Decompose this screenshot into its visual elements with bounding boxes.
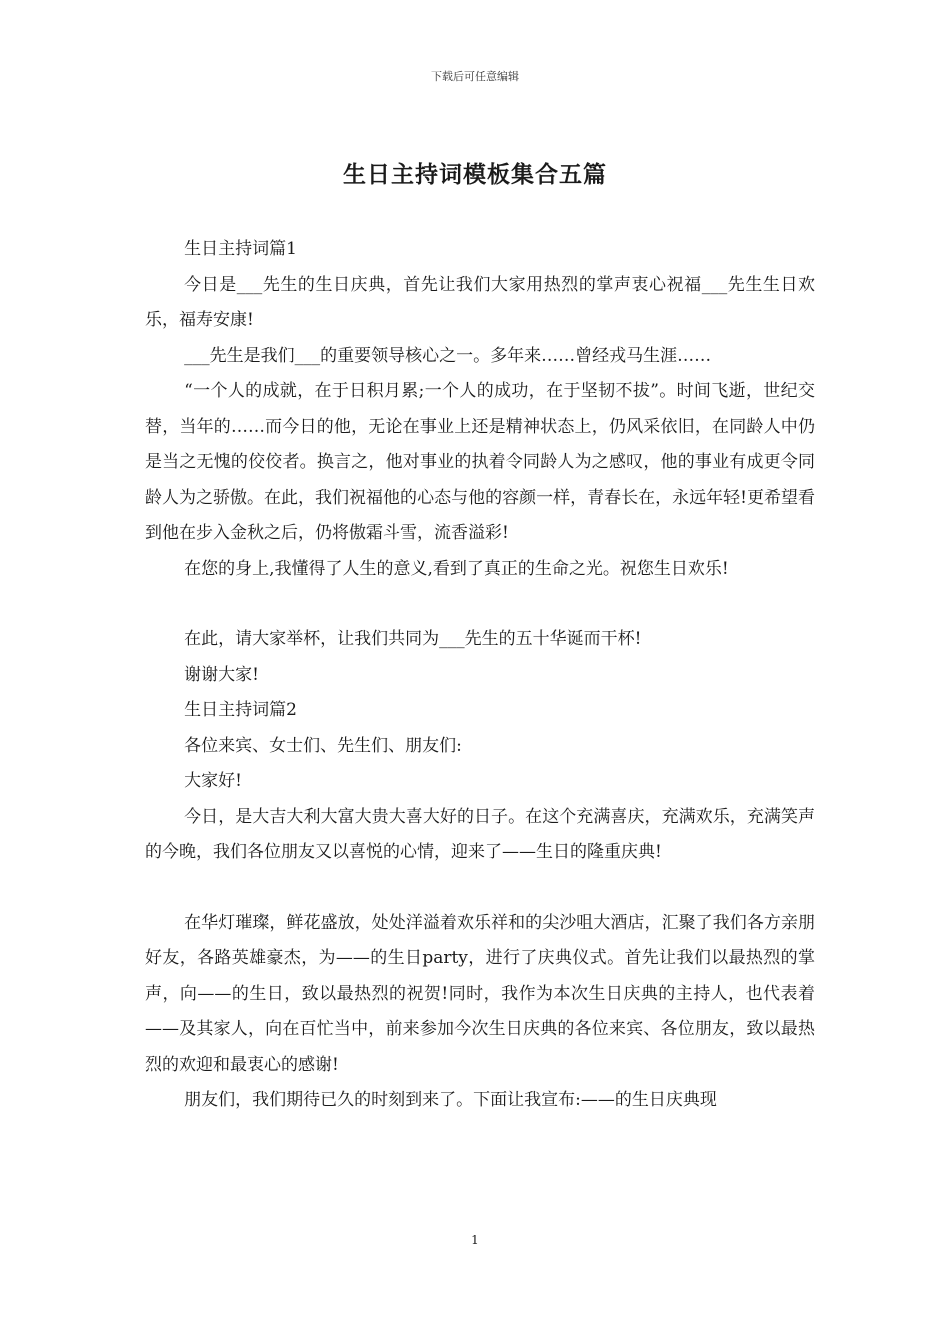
paragraph: 大家好! bbox=[184, 771, 242, 791]
paragraph: 今日，是大吉大利大富大贵大喜大好的日子。在这个充满喜庆，充满欢乐，充满笑声的今晚，我们各位朋友又以喜悦的心情，迎来了——生日的隆重庆典! bbox=[145, 806, 815, 862]
paragraph: “一个人的成就，在于日积月累;一个人的成功，在于坚韧不拔”。时间飞逝，世纪交替，当年的……而今日的他，无论在事业上还是精神状态上，仍风采依旧，在同龄人中仍是当之无愧的佼佼者。换言之，他对事业的执着令同龄人为之感叹，他的事业有成更令同龄人为之骄傲。在此，我们祝福他的心态与他的容颜一样，青春长在，永远年轻!更希望看到他在步入金秋之后，仍将傲霜斗雪，流香溢彩! bbox=[145, 381, 815, 543]
paragraph: 在您的身上,我懂得了人生的意义,看到了真正的生命之光。祝您生日欢乐! bbox=[184, 558, 729, 579]
paragraph: 在此，请大家举杯，让我们共同为___先生的五十华诞而干杯! bbox=[184, 629, 642, 649]
document-body bbox=[145, 232, 815, 1119]
document-title: 生日主持词模板集合五篇 bbox=[343, 161, 607, 188]
section-heading-2: 生日主持词篇2 bbox=[184, 700, 297, 720]
paragraph: 谢谢大家! bbox=[184, 664, 259, 685]
paragraph: 今日是___先生的生日庆典，首先让我们大家用热烈的掌声衷心祝福___先生生日欢乐，福寿安康! bbox=[145, 274, 815, 330]
paragraph: ___先生是我们___的重要领导核心之一。多年来……曾经戎马生涯…… bbox=[184, 345, 712, 366]
paragraph: 各位来宾、女士们、先生们、朋友们: bbox=[184, 735, 462, 756]
header-note: 下载后可任意编辑 bbox=[431, 70, 519, 83]
paragraph: 朋友们，我们期待已久的时刻到来了。下面让我宣布:——的生日庆典现 bbox=[184, 1090, 717, 1110]
page-number: 1 bbox=[471, 1233, 479, 1247]
paragraph: 在华灯璀璨，鲜花盛放，处处洋溢着欢乐祥和的尖沙咀大酒店，汇聚了我们各方亲朋好友，各路英雄豪杰，为——的生日party，进行了庆典仪式。首先让我们以最热烈的掌声，向——的生日，致以最热烈的祝贺!同时，我作为本次生日庆典的主持人，也代表着——及其家人，向在百忙当中，前来参加今次生日庆典的各位来宾、各位朋友，致以最热烈的欢迎和最衷心的感谢! bbox=[145, 912, 815, 1075]
section-heading-1: 生日主持词篇1 bbox=[184, 239, 297, 259]
